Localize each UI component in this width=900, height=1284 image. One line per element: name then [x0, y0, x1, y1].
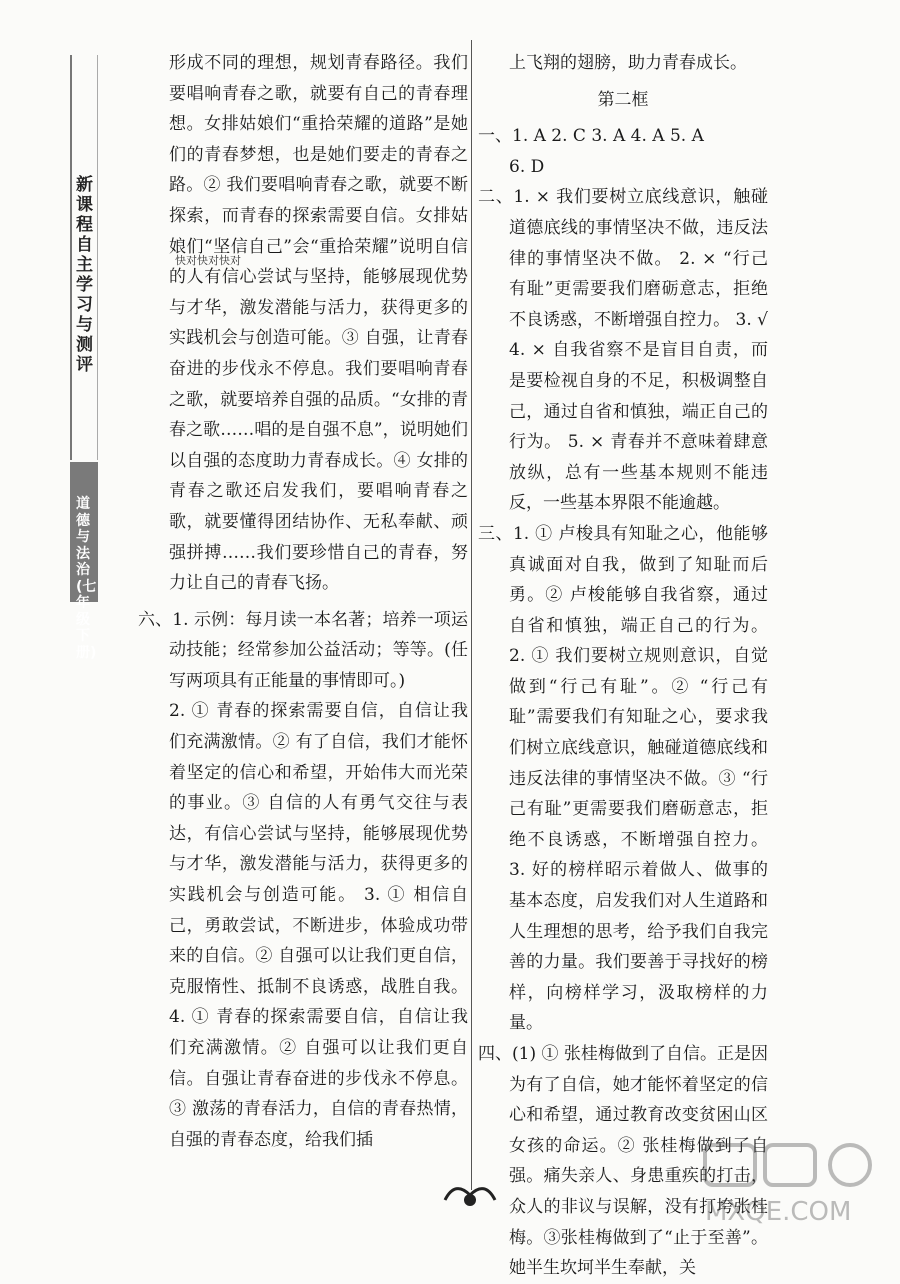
- stamp-text: 快对快对快对: [175, 254, 241, 267]
- section-title: 第二框: [597, 89, 649, 110]
- watermark-logo-icon: [700, 1140, 890, 1230]
- page-number-decoration-icon: [440, 1175, 500, 1215]
- column-divider: [471, 40, 472, 1190]
- question-4: 四、(1) ① 张桂梅做到了自信。正是因为有了自信，她才能怀着坚定的信心和希望，通过教育改变贫困山区女孩的命运。② 张桂梅做到了自强。痛失亲人、身患重疾的打击，众人的非议与误解，没有打垮张桂梅。③张桂梅做到了“止于至善”。她半生坎坷半生奉献，关: [478, 1044, 768, 1279]
- left-column: [138, 48, 468, 1155]
- question-6-1: 六、1. 示例：每月读一本名著；培养一项运动技能；经常参加公益活动；等等。(任写两项具有正能量的事情即可。): [138, 609, 468, 691]
- right-column: [478, 48, 768, 1284]
- book-title: 道德与法治(七年级下册): [76, 496, 97, 661]
- question-1-answers: 一、1. A 2. C 3. A 4. A 5. A: [478, 126, 704, 147]
- question-2: 二、1. × 我们要树立底线意识，触碰道德底线的事情坚决不做，违反法律的事情坚决不做。 2. × “行己有耻”更需要我们磨砺意志，拒绝不良诱惑，不断增强自控力。 3. √ 4. × 自我省察不是盲目自责，而是要检视自身的不足，积极调整自己，通过自省和慎独，端正自己的行为。 5. × 青春并不意味着肆意放纵，总有一些基本规则不能违反，一些基本界限不能逾越。: [478, 187, 768, 514]
- answer-paragraph: 形成不同的理想，规划青春路径。我们要唱响青春之歌，就要有自己的青春理想。女排姑娘们“重拾荣耀的道路”是她们的青春梦想，也是她们要走的青春之路。② 我们要唱响青春之歌，就要不断探索，而青春的探索需要自信。女排姑娘们“坚信自己”会“重拾荣耀”说明自信的人有信心尝试与坚持，能够展现优势与才华，激发潜能与活力，获得更多的实践机会与创造可能。③ 自强，让青春奋进的步伐永不停息。我们要唱响青春之歌，就要培养自强的品质。“女排的青春之歌……唱的是自强不息”，说明她们以自强的态度助力青春成长。④ 女排的青春之歌还启发我们，要唱响青春之歌，就要懂得团结协作、无私奉献、顽强拼搏……我们要珍惜自己的青春，努力让自己的青春飞扬。: [169, 53, 468, 594]
- question-6-2: 2. ① 青春的探索需要自信，自信让我们充满激情。② 有了自信，我们才能怀着坚定的信心和希望，开始伟大而光荣的事业。③ 自信的人有勇气交往与表达，有信心尝试与坚持，能够展现优势与才华，激发潜能与活力，获得更多的实践机会与创造可能。 3. ① 相信自己，勇敢尝试，不断进步，体验成功带来的自信。② 自强可以让我们更自信，克服惰性、抵制不良诱惑，战胜自我。 4. ① 青春的探索需要自信，自信让我们充满激情。② 自强可以让我们更自信。自强让青春奋进的步伐永不停息。③ 激荡的青春活力，自信的青春热情，自强的青春态度，给我们插: [169, 701, 468, 1150]
- question-1-answers-cont: 6. D: [509, 156, 545, 177]
- continuation-text: 上飞翔的翅膀，助力青春成长。: [509, 53, 747, 73]
- svg-text:MXQE.COM: MXQE.COM: [705, 1197, 852, 1227]
- series-title: 新课程自主学习与测评: [76, 175, 93, 375]
- question-3: 三、1. ① 卢梭具有知耻之心，他能够真诚面对自我，做到了知耻而后勇。② 卢梭能够自我省察，通过自省和慎独，端正自己的行为。 2. ① 我们要树立规则意识，自觉做到“行己有耻”。② “行己有耻”需要我们有知耻之心，要求我们树立底线意识，触碰道德底线和违反法律的事情坚决不做。③ “行己有耻”更需要我们磨砺意志，拒绝不良诱惑，不断增强自控力。 3. 好的榜样昭示着做人、做事的基本态度，启发我们对人生道路和人生理想的思考，给予我们自我完善的力量。我们要善于寻找好的榜样，向榜样学习，汲取榜样的力量。: [478, 523, 768, 1034]
